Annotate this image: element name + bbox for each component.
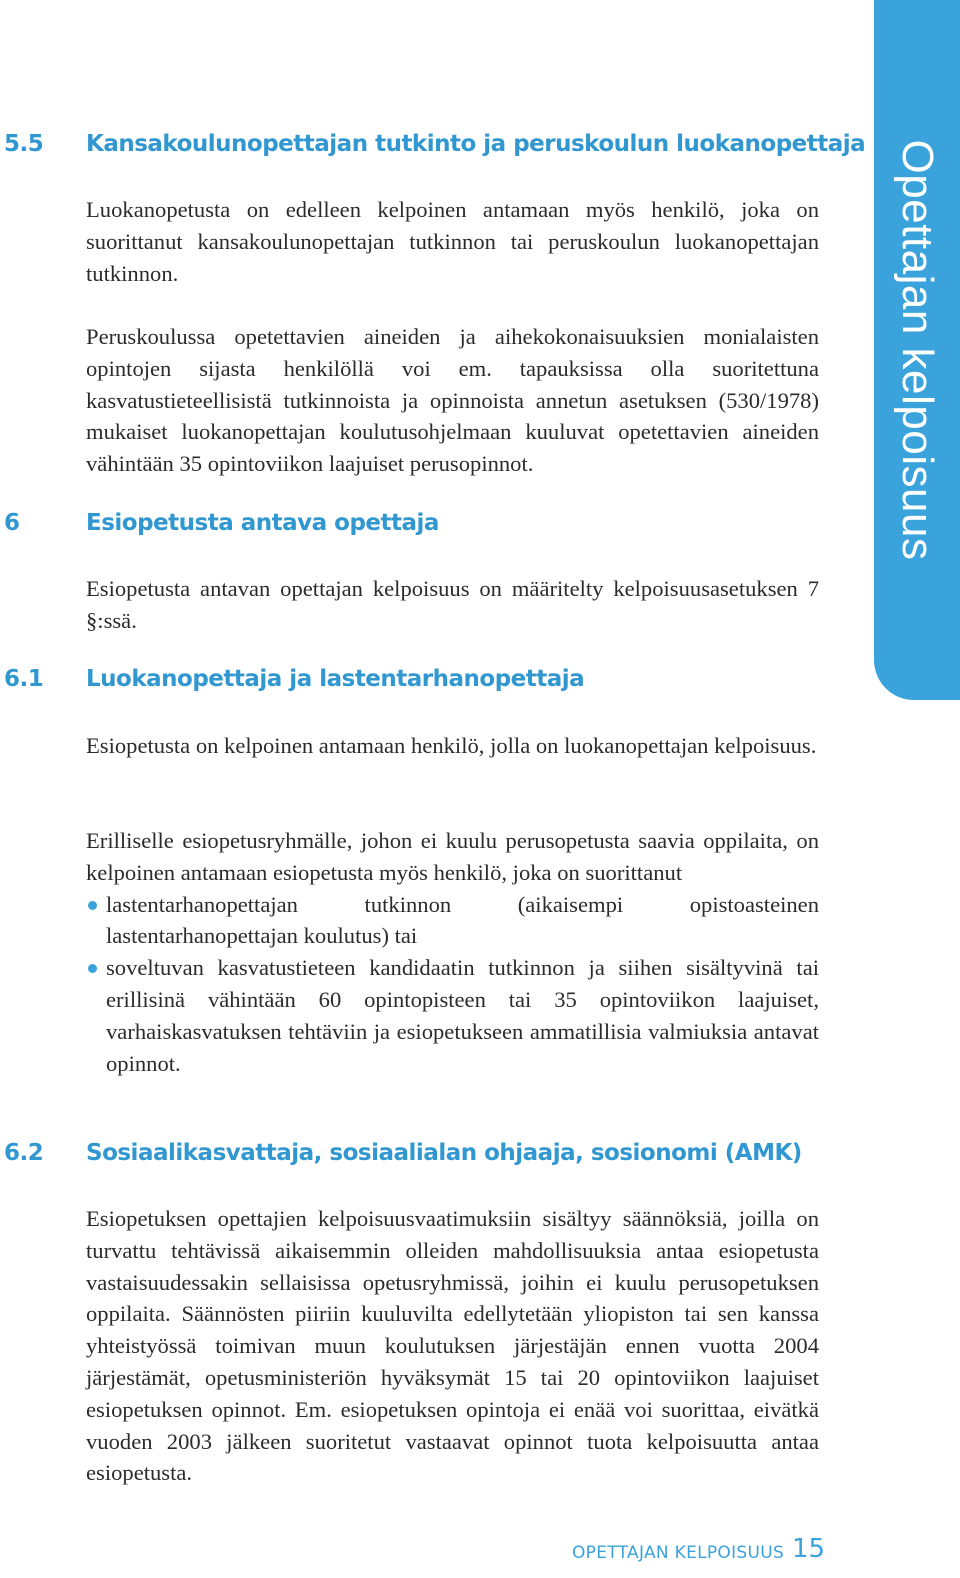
section-title: Esiopetusta antava opettaja [86,510,439,536]
paragraph: Luokanopetusta on edelleen kelpoinen antamaan myös henkilö, joka on suorittanut kansakoulunopettajan tutkinnon tai peruskoulun luokanopettajan tutkinnon. [86,197,819,286]
section-number: 6.1 [4,666,44,692]
paragraph: Esiopetuksen opettajien kelpoisuusvaatimuksiin sisältyy säännöksiä, joilla on turvattu tehtävissä aikaisemmin olleiden mahdollisuuksia antaa esiopetusta vastaisuudessakin sellaisissa opetusryhmissä, joihin ei kuulu perusopetuksen oppilaita. Säännösten piiriin kuuluvilta edellytetään yliopiston tai sen kanssa yhteistyössä toimivan muun koulutuksen järjestäjän ennen vuotta 2004 järjestämät, opetusministeriön hyväksymät 15 tai 20 opintoviikon laajuiset esiopetuksen opinnot. Em. esiopetuksen opintoja ei enää voi suorittaa, eivätkä vuoden 2003 jälkeen suoritetut vastaavat opinnot tuota kelpoisuutta antaa esiopetusta. [86,1206,819,1486]
section-number: 5.5 [4,131,44,157]
section-title: Kansakoulunopettajan tutkinto ja peruskoulun luokanopettaja [86,131,866,157]
bullet-list [86,889,819,1080]
paragraph: Esiopetusta on kelpoinen antamaan henkilö, jolla on luokanopettajan kelpoisuus. [86,733,817,758]
paragraph: Erilliselle esiopetusryhmälle, johon ei kuulu perusopetusta saavia oppilaita, on kelpoinen antamaan esiopetusta myös henkilö, joka on suorittanut [86,828,819,885]
section-number: 6 [4,510,20,536]
side-tab-label: Opettajan kelpoisuus [893,139,942,561]
paragraph: Peruskoulussa opetettavien aineiden ja aihekokonaisuuksien monialaisten opintojen sijasta henkilöllä voi em. tapauksissa olla suoritettuna kasvatustieteellisistä tutkinnoista ja opinnoista annetun asetuksen (530/1978) mukaiset luokanopettajan koulutusohjelmaan kuuluvat opetettavien aineiden vähintään 35 opintoviikon laajuiset perusopinnot. [86,324,819,477]
page-number: 15 [792,1534,826,1564]
paragraph-with-list [86,825,819,1079]
list-item: lastentarhanopettajan tutkinnon (aikaisempi opistoasteinen lastentarhanopettajan koulutus) tai [86,889,819,953]
list-item: soveltuvan kasvatustieteen kandidaatin tutkinnon ja siihen sisältyvinä tai erillisinä vähintään 60 opintopisteen tai 35 opintoviikon laajuiset, varhaiskasvatuksen tehtäviin ja esiopetukseen ammatillisia valmiuksia antavat opinnot. [86,952,819,1079]
section-number: 6.2 [4,1140,44,1166]
section-title: Sosiaalikasvattaja, sosiaalialan ohjaaja, sosionomi (AMK) [86,1140,802,1166]
paragraph: Esiopetusta antavan opettajan kelpoisuus on määritelty kelpoisuusasetuksen 7 §:ssä. [86,576,819,633]
section-title: Luokanopettaja ja lastentarhanopettaja [86,666,585,692]
footer-label: OPETTAJAN KELPOISUUS [572,1543,785,1563]
